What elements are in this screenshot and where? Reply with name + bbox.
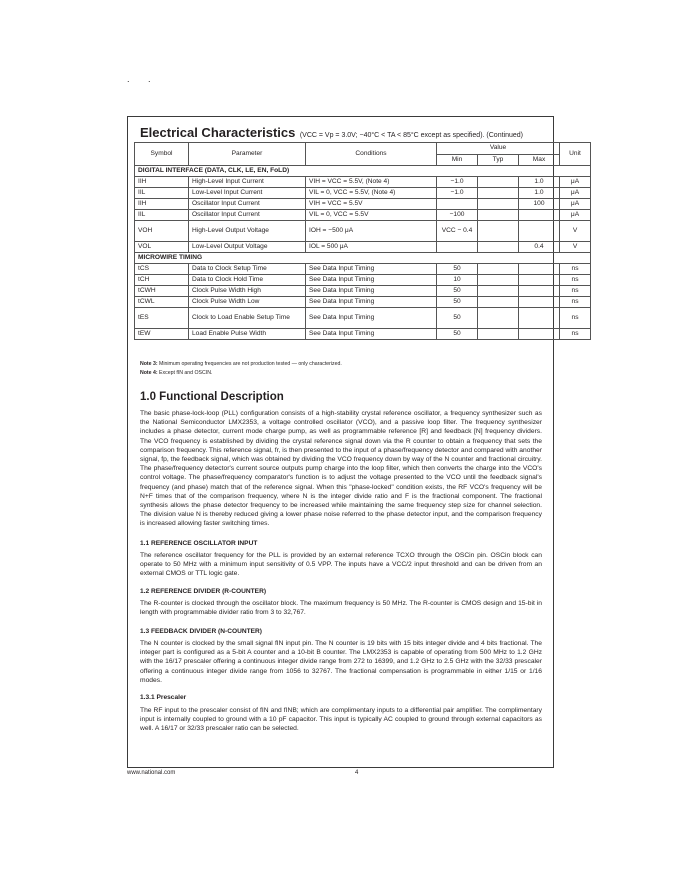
- cell-typ: [478, 210, 519, 221]
- cell-min: 50: [437, 286, 478, 297]
- cell-typ: [478, 188, 519, 199]
- cell-parameter: High-Level Input Current: [189, 177, 306, 188]
- cell-typ: [478, 221, 519, 242]
- col-typ: Typ: [478, 155, 519, 166]
- footer-url: www.national.com: [127, 770, 176, 776]
- table-row: [135, 286, 591, 297]
- cell-typ: [478, 264, 519, 275]
- cell-conditions: See Data Input Timing: [306, 264, 437, 275]
- table-row: [135, 199, 591, 210]
- content-frame: [127, 116, 581, 768]
- section-conditions: (VCC = Vp = 3.0V; −40°C < TA < 85°C except as specified). (Continued): [299, 132, 523, 139]
- cell-conditions: VIL = 0, VCC = 5.5V: [306, 210, 437, 221]
- s131-text: The RF input to the prescaler consist of fIN and fINB; which are complimentary inputs to a differential pair amplifier. The complimentary input is internally coupled to ground with a 10 pF capacitor. This input is typically AC coupled to ground through external capacitors as well. A 16/17 or 32/33 prescaler ratio can be selected.: [140, 707, 542, 733]
- section-title: Electrical Characteristics: [140, 125, 296, 140]
- cell-typ: [478, 275, 519, 286]
- cell-max: [519, 264, 560, 275]
- cell-symbol: IIL: [135, 188, 189, 199]
- cell-parameter: Clock Pulse Width Low: [189, 297, 306, 308]
- cell-min: 10: [437, 275, 478, 286]
- table-row: [135, 329, 591, 340]
- cell-symbol: tCWL: [135, 297, 189, 308]
- cell-typ: [478, 297, 519, 308]
- cell-parameter: Low-Level Output Voltage: [189, 242, 306, 253]
- section-heading: [140, 124, 523, 142]
- cell-min: 50: [437, 308, 478, 329]
- cell-min: [437, 242, 478, 253]
- cell-max: [519, 286, 560, 297]
- cell-unit: μA: [560, 188, 591, 199]
- table-row: [135, 177, 591, 188]
- cell-max: [519, 221, 560, 242]
- table-row: [135, 297, 591, 308]
- s12-title: 1.2 REFERENCE DIVIDER (R-COUNTER): [140, 588, 267, 595]
- col-symbol: Symbol: [135, 143, 189, 166]
- functional-intro: The basic phase-lock-loop (PLL) configuration consists of a high-stability crystal reference oscillator, a frequency synthesizer such as the National Semiconductor LMX2353, a voltage controlled oscillator (VCO), and a passive loop filter. The frequency synthesizer includes a phase detector, current mode charge pump, as well as programmable reference [R] and feedback [N] frequency dividers. The VCO frequency is established by dividing the crystal reference signal down via the R counter to obtain a frequency that sets the comparison frequency. This reference signal, fr, is then presented to the input of a phase/frequency detector and compared with another signal, fp, the feedback signal, which was obtained by dividing the VCO frequency down by way of the N counter and fractional circuitry. The phase/frequency detector's current source outputs pump charge into the loop filter, which then converts the charge into the VCO's control voltage. The phase/frequency comparator's function is to adjust the voltage presented to the VCO until the feedback signal's frequency (and phase) match that of the reference signal. When this "phase-locked" condition exists, the RF VCO's frequency will be N+F times that of the comparison frequency, where N is the integer divide ratio and F is the fractional component. The fractional synthesis allows the phase detector frequency to be increased while maintaining the same frequency step size for channel selection. The division value N is thereby reduced giving a lower phase noise referred to the phase detector input, and the comparison frequency is increased allowing faster switching times.: [140, 410, 542, 528]
- s12-text: The R-counter is clocked through the oscillator block. The maximum frequency is 50 MHz. The R-counter is CMOS design and 15-bit in length with programmable divider ratio from 3 to 32,767.: [140, 600, 542, 617]
- note-4: Note 4: Except fIN and OSCIN.: [140, 370, 213, 376]
- cell-symbol: VOL: [135, 242, 189, 253]
- cell-symbol: tES: [135, 308, 189, 329]
- cell-max: [519, 308, 560, 329]
- cell-symbol: tCS: [135, 264, 189, 275]
- s13-text: The N counter is clocked by the small signal fIN input pin. The N counter is 19 bits with 15 bits integer divide and 4 bits fractional. The integer part is configured as a 5-bit A counter and a 10-bit B counter. The LMX2353 is capable of operating from 500 MHz to 1.2 GHz with the 16/17 prescaler offering a continuous integer divide range from 272 to 16399, and 1.2 GHz to 2.5 GHz with the 32/33 prescaler offering a continuous integer divide range from 1056 to 32767. The fractional compensation is programmable in either 1/15 or 1/16 modes.: [140, 640, 542, 684]
- electrical-characteristics-table: [134, 142, 591, 340]
- cell-min: 50: [437, 297, 478, 308]
- table-notes: [140, 360, 342, 378]
- cell-unit: V: [560, 242, 591, 253]
- cell-symbol: tCWH: [135, 286, 189, 297]
- cell-parameter: Clock to Load Enable Setup Time: [189, 308, 306, 329]
- col-unit: Unit: [560, 143, 591, 166]
- cell-min: −1.0: [437, 177, 478, 188]
- table-row: [135, 210, 591, 221]
- cell-max: [519, 275, 560, 286]
- cell-parameter: Data to Clock Setup Time: [189, 264, 306, 275]
- col-conditions: Conditions: [306, 143, 437, 166]
- cell-symbol: tEW: [135, 329, 189, 340]
- table-row: [135, 264, 591, 275]
- cell-max: 100: [519, 199, 560, 210]
- table-section-row: [135, 253, 591, 264]
- cell-unit: μA: [560, 210, 591, 221]
- page-marks: . .: [127, 74, 159, 84]
- cell-conditions: See Data Input Timing: [306, 286, 437, 297]
- cell-parameter: Data to Clock Hold Time: [189, 275, 306, 286]
- table-section-title: MICROWIRE TIMING: [135, 253, 591, 264]
- cell-conditions: See Data Input Timing: [306, 297, 437, 308]
- table-row: [135, 242, 591, 253]
- table-body: [135, 166, 591, 340]
- note-3: Note 3: Minimum operating frequencies are not production tested — only characterized.: [140, 361, 342, 367]
- cell-typ: [478, 242, 519, 253]
- cell-max: 0.4: [519, 242, 560, 253]
- col-parameter: Parameter: [189, 143, 306, 166]
- cell-unit: μA: [560, 177, 591, 188]
- cell-unit: ns: [560, 275, 591, 286]
- cell-conditions: See Data Input Timing: [306, 275, 437, 286]
- table-row: [135, 308, 591, 329]
- col-value: Value: [437, 143, 560, 155]
- cell-unit: ns: [560, 297, 591, 308]
- page-number: 4: [355, 770, 359, 776]
- cell-symbol: IIH: [135, 177, 189, 188]
- cell-unit: ns: [560, 329, 591, 340]
- col-min: Min: [437, 155, 478, 166]
- cell-parameter: Low-Level Input Current: [189, 188, 306, 199]
- cell-typ: [478, 329, 519, 340]
- cell-unit: ns: [560, 308, 591, 329]
- cell-min: VCC − 0.4: [437, 221, 478, 242]
- table-row: [135, 188, 591, 199]
- cell-symbol: VOH: [135, 221, 189, 242]
- cell-min: −1.0: [437, 188, 478, 199]
- cell-parameter: Oscillator Input Current: [189, 210, 306, 221]
- cell-parameter: Clock Pulse Width High: [189, 286, 306, 297]
- cell-symbol: IIH: [135, 199, 189, 210]
- s11-title: 1.1 REFERENCE OSCILLATOR INPUT: [140, 540, 258, 547]
- cell-unit: μA: [560, 199, 591, 210]
- cell-min: −100: [437, 210, 478, 221]
- cell-parameter: High-Level Output Voltage: [189, 221, 306, 242]
- cell-max: [519, 297, 560, 308]
- cell-max: 1.0: [519, 188, 560, 199]
- s13-title: 1.3 FEEDBACK DIVIDER (N-COUNTER): [140, 628, 262, 635]
- cell-conditions: See Data Input Timing: [306, 308, 437, 329]
- cell-symbol: tCH: [135, 275, 189, 286]
- cell-unit: ns: [560, 286, 591, 297]
- cell-unit: ns: [560, 264, 591, 275]
- cell-parameter: Oscillator Input Current: [189, 199, 306, 210]
- cell-typ: [478, 177, 519, 188]
- functional-description-title: 1.0 Functional Description: [140, 391, 284, 403]
- cell-typ: [478, 308, 519, 329]
- cell-parameter: Load Enable Pulse Width: [189, 329, 306, 340]
- cell-min: 50: [437, 264, 478, 275]
- cell-conditions: VIL = 0, VCC = 5.5V, (Note 4): [306, 188, 437, 199]
- cell-conditions: VIH = VCC = 5.5V: [306, 199, 437, 210]
- cell-conditions: See Data Input Timing: [306, 329, 437, 340]
- s11-text: The reference oscillator frequency for the PLL is provided by an external reference TCXO through the OSCin pin. OSCin block can operate to 50 MHz with a minimum input sensitivity of 0.5 VPP. The inputs have a VCC/2 input threshold and can be driven from an external CMOS or TTL logic gate.: [140, 552, 542, 578]
- table-section-title: DIGITAL INTERFACE (DATA, CLK, LE, EN, FoLD): [135, 166, 591, 177]
- col-max: Max: [519, 155, 560, 166]
- cell-conditions: IOH = −500 μA: [306, 221, 437, 242]
- cell-unit: V: [560, 221, 591, 242]
- cell-typ: [478, 199, 519, 210]
- cell-max: 1.0: [519, 177, 560, 188]
- table-row: [135, 221, 591, 242]
- cell-min: [437, 199, 478, 210]
- cell-conditions: IOL = 500 μA: [306, 242, 437, 253]
- cell-max: [519, 329, 560, 340]
- cell-typ: [478, 286, 519, 297]
- table-row: [135, 275, 591, 286]
- cell-symbol: IIL: [135, 210, 189, 221]
- cell-conditions: VIH = VCC = 5.5V, (Note 4): [306, 177, 437, 188]
- cell-max: [519, 210, 560, 221]
- table-section-row: [135, 166, 591, 177]
- s131-title: 1.3.1 Prescaler: [140, 694, 187, 701]
- cell-min: 50: [437, 329, 478, 340]
